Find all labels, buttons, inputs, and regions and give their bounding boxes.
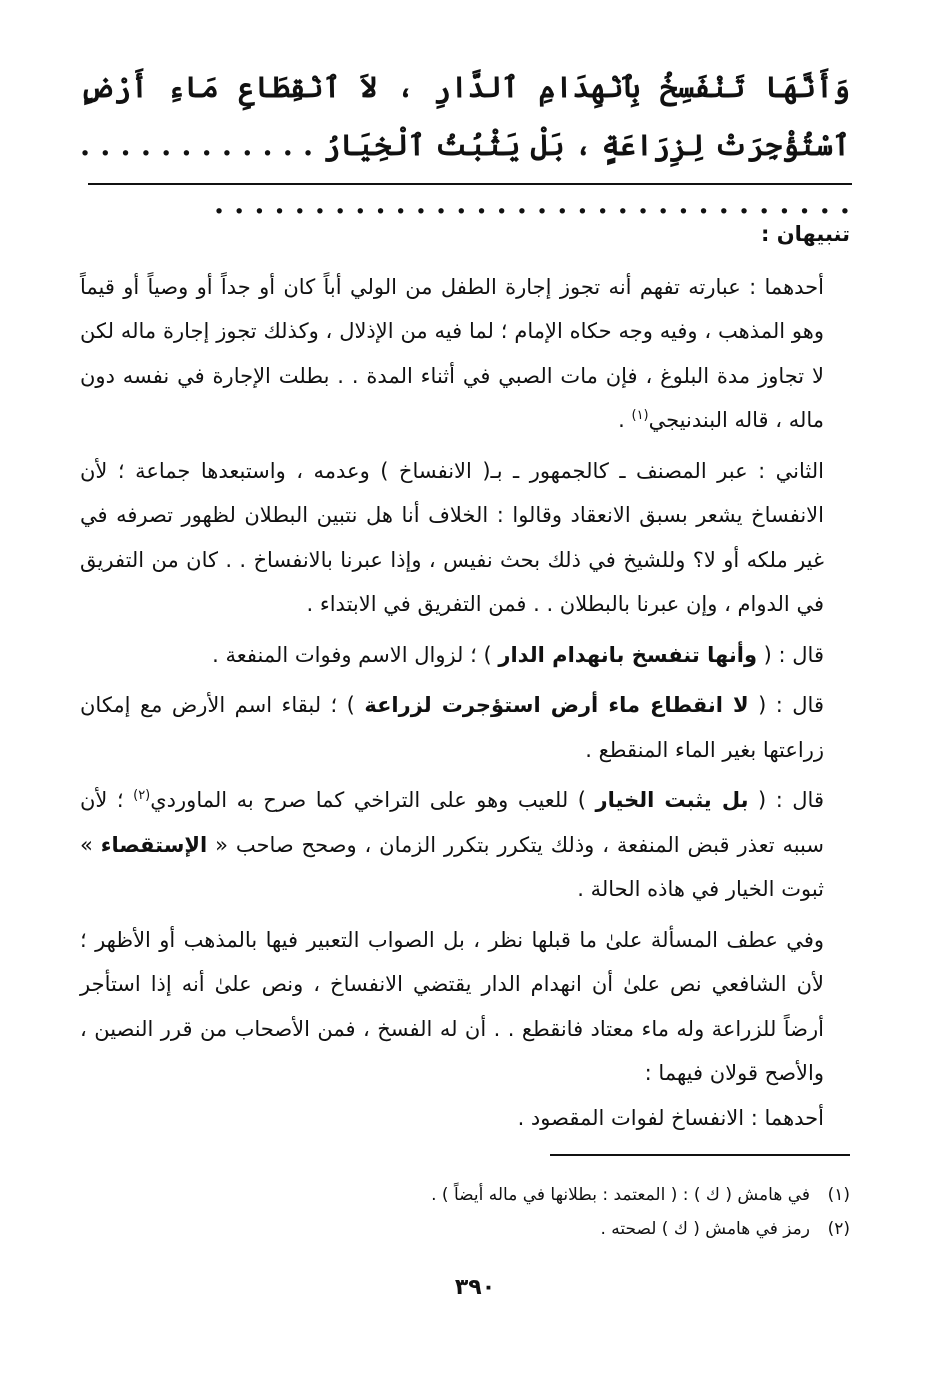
paragraph-4: [80, 683, 850, 772]
paragraph-6: وفي عطف المسألة علىٰ ما قبلها نظر ، بل الصواب التعبير فيها بالمذهب أو الأظهر ؛ لأن الشافعي نص علىٰ أن انهدام الدار يقتضي الانفساخ ، ونص علىٰ أنه إذا استأجر أرضاً للزراعة وله ماء معتاد فانقطع . . أن له الفسخ ، فمن الأصحاب من قرر النصين ، والأصح قولان فيهما :: [80, 927, 824, 1085]
quoted-matn-4: لا انقطاع ماء أرض استؤجرت لزراعة: [364, 693, 749, 717]
matn-separator: [88, 183, 852, 185]
paragraph-4-text: ) ؛ لبقاء اسم الأرض مع إمكان زراعتها بغير الماء المنقطع .: [80, 693, 824, 762]
footnote-2: [80, 1212, 850, 1246]
paragraph-5-end: » ثبوت الخيار في هاذه الحالة .: [80, 832, 824, 901]
footnote-ref-1: (١): [631, 408, 649, 423]
paragraph-3-open: قال : (: [757, 642, 824, 667]
paragraph-1: [80, 265, 850, 443]
commentary: [80, 212, 850, 1140]
footnote-number: (١): [827, 1185, 850, 1205]
section-heading: تنبيهان :: [761, 222, 850, 246]
footnotes: [80, 1178, 850, 1246]
footnote-text: في هامش ( ك ) : ( المعتمد : بطلانها في ماله أيضاً ) .: [431, 1185, 810, 1205]
paragraph-5-text-2: ؛ لأن سببه تعذر قبض المنفعة ، وذلك يتكرر بتكرر الزمان ، وصحح صاحب «: [80, 788, 824, 857]
paragraph-2: الثاني : عبر المصنف ـ كالجمهور ـ بـ( الانفساخ ) وعدمه ، واستبعدها جماعة ؛ لأن الانفساخ يشعر بسبق الانعقاد وقالوا : الخلاف أنا هل نتبين البطلان لظهور تصرفه في غير ملكه أو لا؟ وللشيخ في ذلك بحث نفيس ، وإذا عبرنا بالانفساخ . . كان من التفريق في الدوام ، وإن عبرنا بالبطلان . . فمن التفريق في الابتداء .: [80, 458, 824, 616]
matn-dots: . . . . . . . . . . . . . . . . . . . . . . . . . . . . . . . . . . . . . . . . . . .: [80, 128, 850, 220]
paragraph-7: أحدهما : الانفساخ لفوات المقصود .: [517, 1105, 824, 1130]
matn-line: وَأَنَّهَا تَنْفَسِخُ بِٱنْهِدَامِ ٱلدَّارِ ، لاَ ٱنْقِطَاعِ مَاءِ أَرْضٍ ٱسْتُؤْجِرَتْ لِزِرَاعَةٍ ، بَلْ يَثْبُتُ ٱلْخِيَارُ .: [80, 70, 850, 162]
footnote-1: [80, 1178, 850, 1212]
quoted-matn-5: بل يثبت الخيار: [595, 788, 749, 812]
paragraph-1-text: أحدهما : عبارته تفهم أنه تجوز إجارة الطفل من الولي أباً كان أو جداً أو وصياً أو قيماً وهو المذهب ، وفيه وجه حكاه الإمام ؛ لما فيه من الإذلال ، وكذلك تجوز إجارة ماله لكن لا تجاوز مدة البلوغ ، فإن مات الصبي في أثناء المدة . . بطلت الإجارة في نفسه دون ماله ، قاله البندنيجي: [80, 274, 824, 432]
footnote-number: (٢): [827, 1219, 850, 1239]
paragraph-1-end: .: [618, 408, 632, 432]
book-title-istiqsa: الإستقصاء: [100, 832, 208, 857]
paragraph-5: [80, 778, 850, 912]
footnote-separator: [550, 1154, 850, 1156]
paragraph-5-open: قال : (: [748, 788, 824, 812]
quoted-matn-3: وأنها تنفسخ بانهدام الدار: [498, 642, 757, 667]
paragraph-3: [80, 633, 850, 678]
page-number: ٣٩٠: [454, 1275, 496, 1300]
footnote-ref-2: (٢): [133, 788, 151, 803]
paragraph-4-open: قال : (: [748, 693, 824, 717]
paragraph-5-text: ) للعيب وهو على التراخي كما صرح به الماوردي: [150, 788, 596, 812]
footnote-text: رمز في هامش ( ك ) لصحته .: [600, 1219, 810, 1239]
paragraph-3-text: ) ؛ لزوال الاسم وفوات المنفعة .: [212, 642, 499, 667]
matn-text: [80, 58, 850, 232]
